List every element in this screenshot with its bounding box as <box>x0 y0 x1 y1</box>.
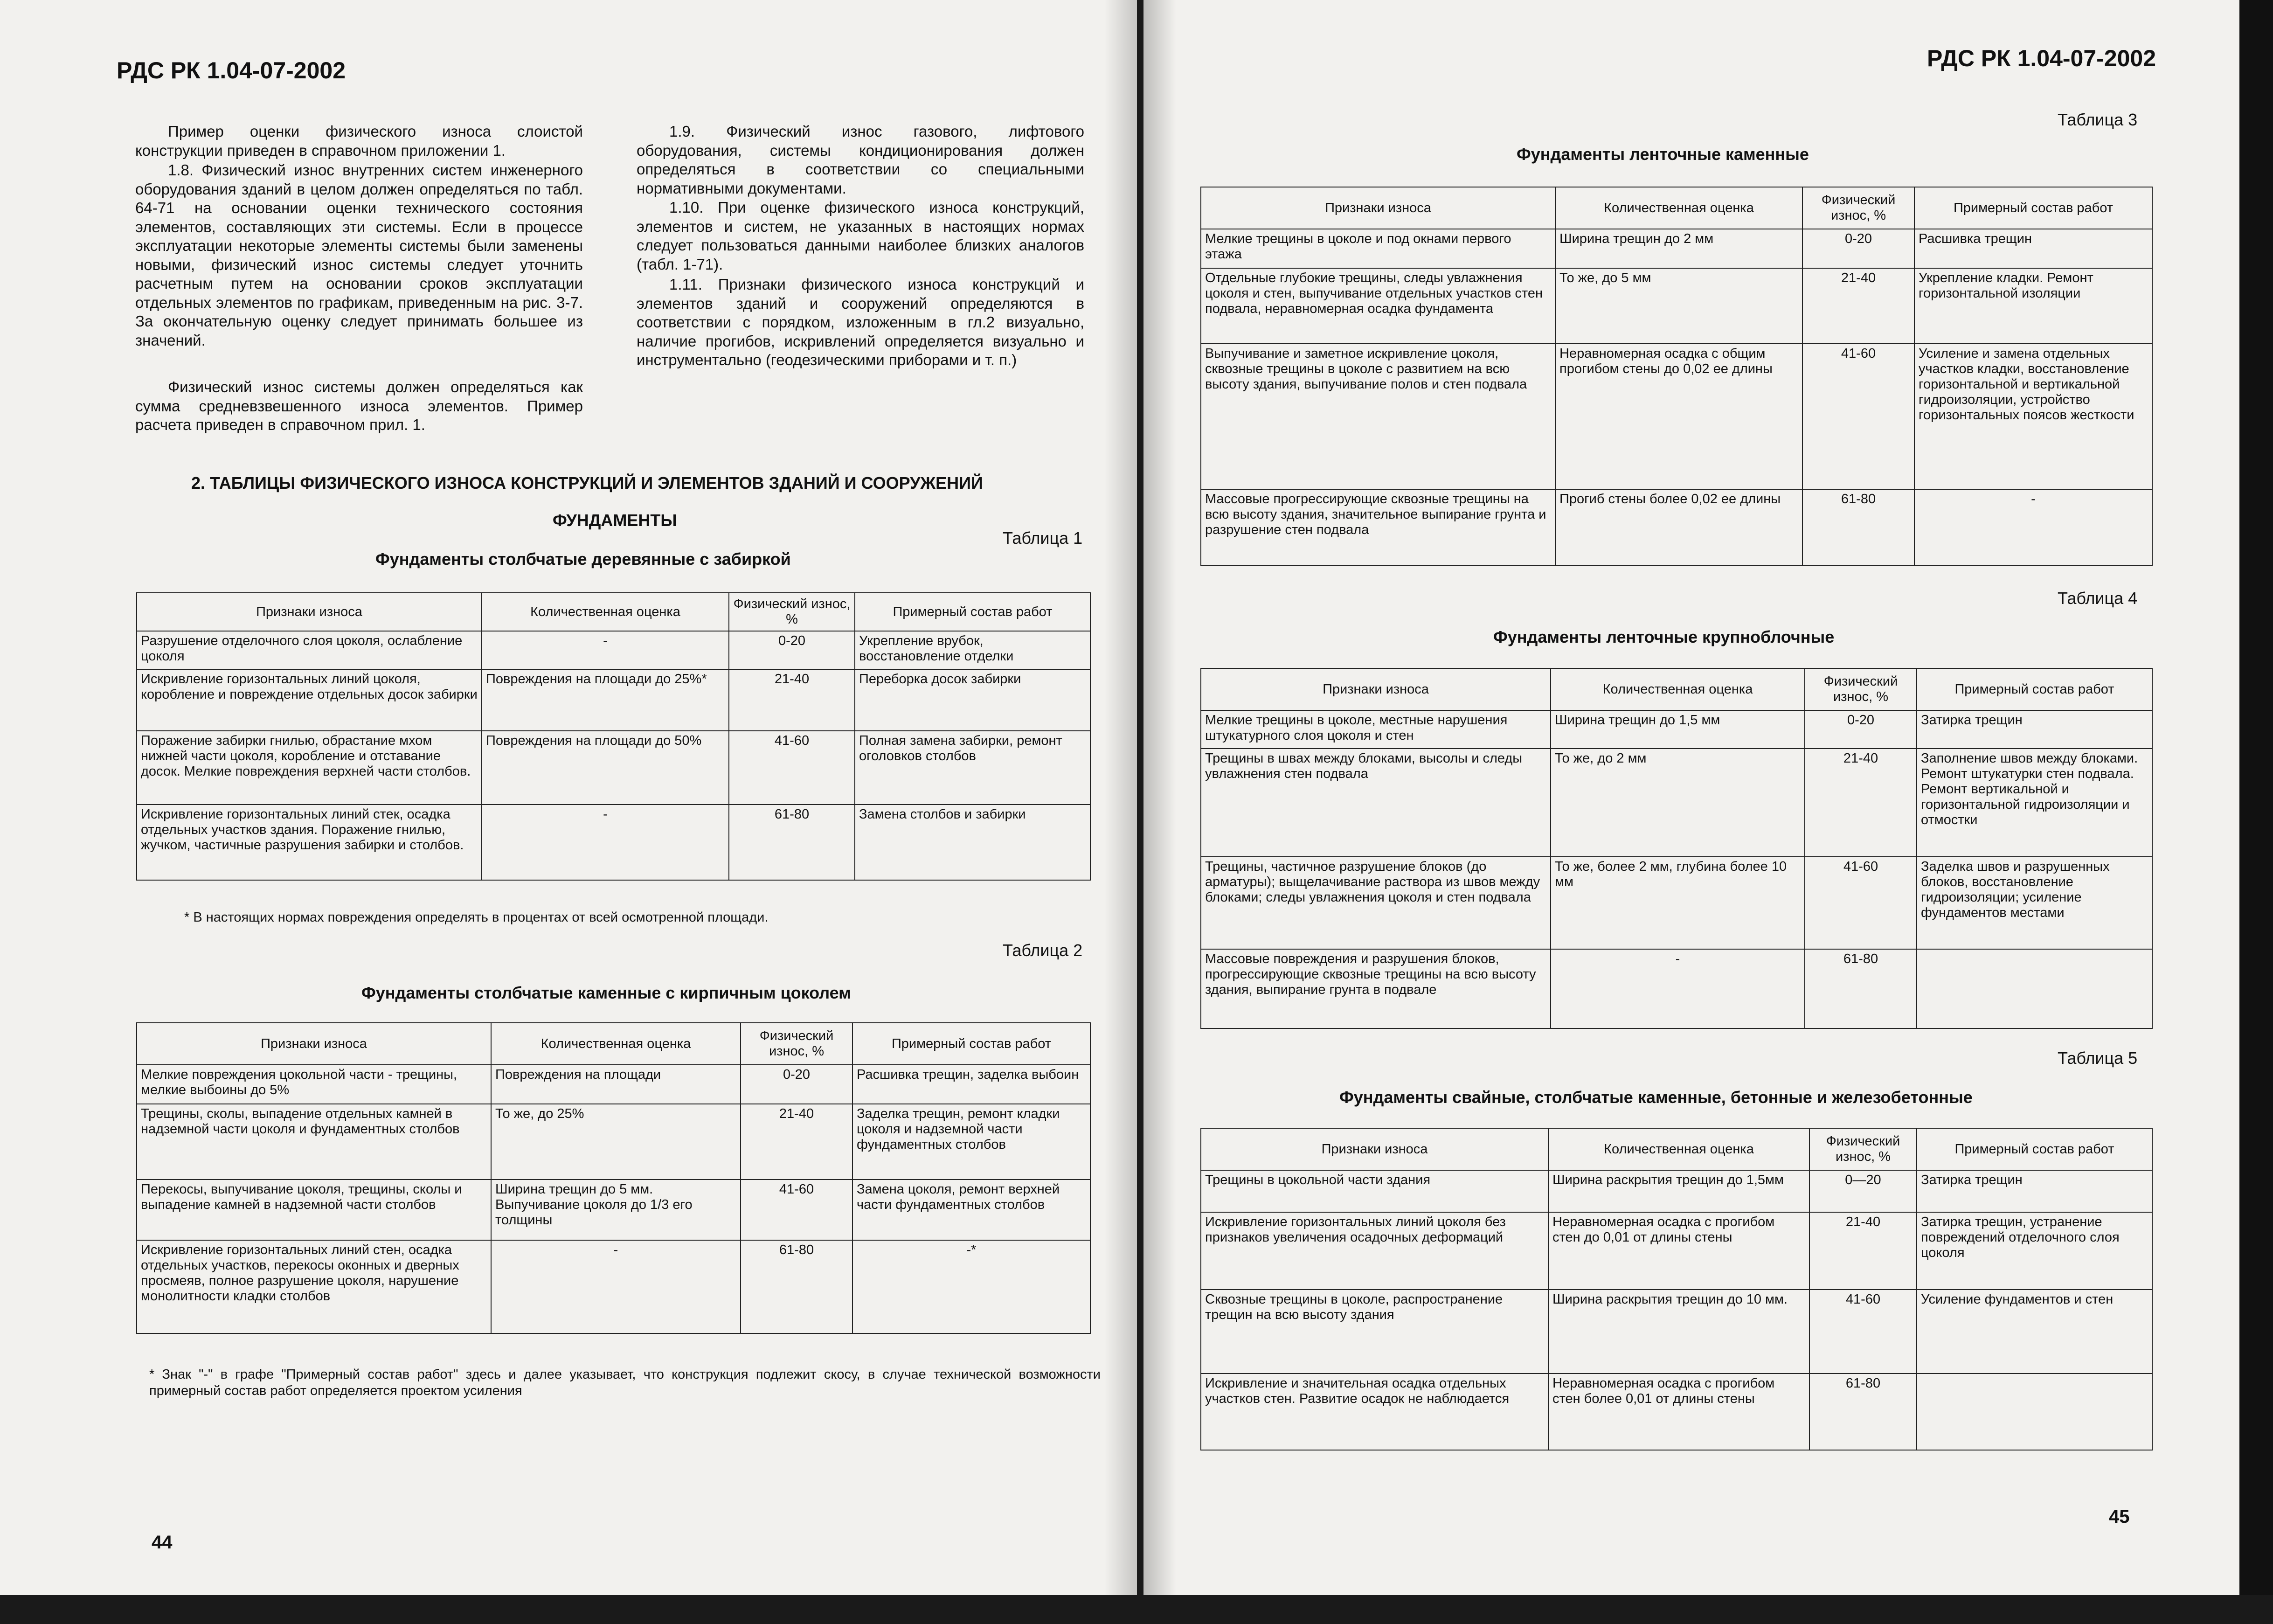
column-header: Примерный состав работ <box>1917 668 2152 710</box>
table-cell: 61-80 <box>741 1240 852 1333</box>
column-header: Примерный состав работ <box>1914 187 2152 229</box>
column-header: Количественная оценка <box>482 593 729 631</box>
table-cell: Неравномерная осадка с общим прогибом стены до 0,02 ее длины <box>1555 344 1802 489</box>
table-cell: 21-40 <box>1809 1212 1917 1290</box>
table-cell: Сквозные трещины в цоколе, распространение трещин на всю высоту здания <box>1201 1290 1548 1374</box>
subheading: ФУНДАМЕНТЫ <box>553 511 677 530</box>
table-cell: Трещины в цокольной части здания <box>1201 1170 1548 1212</box>
table-cell: Ширина раскрытия трещин до 10 мм. <box>1548 1290 1809 1374</box>
table-row <box>137 1065 1090 1104</box>
table-cell: Затирка трещин <box>1917 710 2152 749</box>
table-row <box>1201 1374 2152 1450</box>
table-cell: 21-40 <box>729 669 855 731</box>
column-header: Признаки износа <box>137 1023 491 1065</box>
table-row <box>1201 949 2152 1028</box>
table-cell: Мелкие трещины в цоколе и под окнами первого этажа <box>1201 229 1555 268</box>
table-cell: Ширина трещин до 1,5 мм <box>1551 710 1805 749</box>
table-cell: Затирка трещин, устранение повреждений отделочного слоя цоколя <box>1917 1212 2152 1290</box>
table-cell: Ширина трещин до 2 мм <box>1555 229 1802 268</box>
paragraph: Физический износ системы должен определяться как сумма средневзвешенного износа элементов. Пример расчета приведен в справочном прил. 1. <box>135 378 583 433</box>
page-number: 45 <box>2109 1506 2130 1527</box>
table-title: Фундаменты ленточные каменные <box>1517 145 1809 164</box>
table-cell: Ширина трещин до 5 мм. Выпучивание цоколя до 1/3 его толщины <box>491 1180 741 1240</box>
running-head: РДС РК 1.04-07-2002 <box>1927 45 2156 71</box>
table-row <box>1201 1170 2152 1212</box>
column-header: Физический износ, % <box>1802 187 1914 229</box>
table-cell <box>1917 949 2152 1028</box>
table-cell: 41-60 <box>1802 344 1914 489</box>
table-cell: - <box>1551 949 1805 1028</box>
table-cell: Повреждения на площади до 50% <box>482 731 729 805</box>
table-cell: Переборка досок забирки <box>855 669 1090 731</box>
table-cell: - <box>482 805 729 880</box>
table-cell: Трещины, частичное разрушение блоков (до арматуры); выщелачивание раствора из швов между блоками; следы увлажнения цоколя и стен подвала <box>1201 857 1551 949</box>
column-header: Примерный состав работ <box>1917 1128 2152 1170</box>
table-cell: Укрепление кладки. Ремонт горизонтальной изоляции <box>1914 268 2152 344</box>
right-page <box>1143 0 2239 1595</box>
table-cell: 21-40 <box>741 1104 852 1180</box>
column-header: Признаки износа <box>137 593 482 631</box>
table-row <box>137 731 1090 805</box>
table-title: Фундаменты свайные, столбчатые каменные, бетонные и железобетонные <box>1339 1088 1973 1107</box>
table-row <box>1201 749 2152 857</box>
table-3 <box>1200 187 2153 566</box>
page-number: 44 <box>152 1532 173 1553</box>
scan-bottom-edge <box>0 1595 2273 1624</box>
table-cell <box>1917 1374 2152 1450</box>
table-row <box>1201 344 2152 489</box>
column-header: Количественная оценка <box>1551 668 1805 710</box>
table-cell: 41-60 <box>1805 857 1917 949</box>
table-label: Таблица 2 <box>1003 941 1083 960</box>
table-cell: Неравномерная осадка с прогибом стен до 0,01 от длины стены <box>1548 1212 1809 1290</box>
spine-shadow <box>1143 0 1176 1595</box>
table-title: Фундаменты ленточные крупноблочные <box>1493 627 1835 646</box>
table-cell: 61-80 <box>729 805 855 880</box>
table-cell: Заделка трещин, ремонт кладки цоколя и надземной части фундаментных столбов <box>852 1104 1090 1180</box>
table-row <box>1201 489 2152 566</box>
table-cell: - <box>482 631 729 669</box>
table-cell: Массовые повреждения и разрушения блоков, прогрессирующие сквозные трещины на всю высоту здания, выпирание грунта в подвале <box>1201 949 1551 1028</box>
table-cell: Искривление горизонтальных линий стек, осадка отдельных участков здания. Поражение гнилью, жучком, частичные разрушения забирки и столбов. <box>137 805 482 880</box>
column-header: Примерный состав работ <box>852 1023 1090 1065</box>
table-cell: Разрушение отделочного слоя цоколя, ослабление цоколя <box>137 631 482 669</box>
table-cell: -* <box>852 1240 1090 1333</box>
table-cell: 0-20 <box>729 631 855 669</box>
table-cell: Усиление фундаментов и стен <box>1917 1290 2152 1374</box>
table-cell: Трещины, сколы, выпадение отдельных камней в надземной части цоколя и фундаментных столбов <box>137 1104 491 1180</box>
table-cell: То же, до 2 мм <box>1551 749 1805 857</box>
table-cell: Заполнение швов между блоками. Ремонт штукатурки стен подвала. Ремонт вертикальной и горизонтальной гидроизоляции и отмостки <box>1917 749 2152 857</box>
table-label: Таблица 5 <box>2058 1048 2138 1068</box>
table-5 <box>1200 1128 2153 1450</box>
table-4 <box>1200 668 2153 1029</box>
table-label: Таблица 4 <box>2058 589 2138 608</box>
footnote: * Знак "-" в графе "Примерный состав работ" здесь и далее указывает, что конструкция подлежит скосу, в случае технической возможности примерный состав работ определяется проектом усиления <box>149 1367 1101 1398</box>
spine-shadow <box>1104 0 1137 1595</box>
table-cell: То же, до 5 мм <box>1555 268 1802 344</box>
table-row <box>137 1240 1090 1333</box>
table-cell: Искривление горизонтальных линий цоколя без признаков увеличения осадочных деформаций <box>1201 1212 1548 1290</box>
column-header: Физический износ, % <box>1805 668 1917 710</box>
table-1 <box>136 592 1091 881</box>
table-cell: Расшивка трещин <box>1914 229 2152 268</box>
table-row <box>137 1104 1090 1180</box>
column-header: Количественная оценка <box>491 1023 741 1065</box>
column-header: Признаки износа <box>1201 668 1551 710</box>
table-cell: Искривление горизонтальных линий стен, осадка отдельных участков, перекосы оконных и дверных просмеяв, полное разрушение цоколя, нарушение монолитности кладки столбов <box>137 1240 491 1333</box>
table-cell: Отдельные глубокие трещины, следы увлажнения цоколя и стен, выпучивание отдельных участков стен подвала, неравномерная осадка фундамента <box>1201 268 1555 344</box>
paragraph: 1.10. При оценке физического износа конструкций, элементов и систем, не указанных в настоящих нормах следует пользоваться данными наиболее близких аналогов (табл. 1-71). <box>637 199 1084 273</box>
table-title: Фундаменты столбчатые деревянные с забиркой <box>375 549 791 569</box>
column-header: Количественная оценка <box>1548 1128 1809 1170</box>
table-cell: 61-80 <box>1802 489 1914 566</box>
table-row <box>1201 710 2152 749</box>
table-cell: Массовые прогрессирующие сквозные трещины на всю высоту здания, значительное выпирание грунта и разрушение стен подвала <box>1201 489 1555 566</box>
table-label: Таблица 3 <box>2058 110 2138 129</box>
table-cell: Неравномерная осадка с прогибом стен более 0,01 от длины стены <box>1548 1374 1809 1450</box>
column-header: Физический износ, % <box>741 1023 852 1065</box>
table-title: Фундаменты столбчатые каменные с кирпичным цоколем <box>361 983 851 1002</box>
table-cell: 21-40 <box>1802 268 1914 344</box>
paragraph: 1.8. Физический износ внутренних систем инженерного оборудования зданий в целом должен определяться по табл. 64-71 на основании оценки технического состояния элементов, составляющих эти системы. Если в процессе эксплуатации некоторые элементы системы были заменены новыми, физический износ системы следует уточнить расчетным путем на основании сроков эксплуатации отдельных элементов по графикам, приведенным на рис. 3-7. За окончательную оценку следует принимать большее из значений. <box>135 161 583 349</box>
scan-edge <box>2239 0 2273 1624</box>
table-cell: - <box>1914 489 2152 566</box>
column-header: Физический износ, % <box>1809 1128 1917 1170</box>
table-cell: - <box>491 1240 741 1333</box>
table-cell: Искривление горизонтальных линий цоколя, коробление и повреждение отдельных досок забирки <box>137 669 482 731</box>
table-row <box>137 631 1090 669</box>
table-cell: То же, более 2 мм, глубина более 10 мм <box>1551 857 1805 949</box>
table-cell: Замена столбов и забирки <box>855 805 1090 880</box>
table-cell: 61-80 <box>1809 1374 1917 1450</box>
table-label: Таблица 1 <box>1003 528 1083 548</box>
table-cell: Поражение забирки гнилью, обрастание мхом нижней части цоколя, коробление и отставание досок. Мелкие повреждения верхней части столбов. <box>137 731 482 805</box>
column-header: Признаки износа <box>1201 187 1555 229</box>
paragraph: 1.9. Физический износ газового, лифтового оборудования, системы кондиционирования должен определяться в соответствии со специальными нормативными документами. <box>637 123 1084 197</box>
table-cell: 41-60 <box>741 1180 852 1240</box>
table-cell: Заделка швов и разрушенных блоков, восстановление гидроизоляции; усиление фундаментов местами <box>1917 857 2152 949</box>
table-row <box>137 1180 1090 1240</box>
table-cell: Перекосы, выпучивание цоколя, трещины, сколы и выпадение камней в надземной части столбов <box>137 1180 491 1240</box>
table-cell: 41-60 <box>729 731 855 805</box>
table-cell: Укрепление врубок, восстановление отделки <box>855 631 1090 669</box>
table-cell: Полная замена забирки, ремонт оголовков столбов <box>855 731 1090 805</box>
table-cell: Усиление и замена отдельных участков кладки, восстановление горизонтальной и вертикальной гидроизоляции, устройство горизонтальных поясов жесткости <box>1914 344 2152 489</box>
column-header: Примерный состав работ <box>855 593 1090 631</box>
table-row <box>1201 1290 2152 1374</box>
table-cell: Мелкие повреждения цокольной части - трещины, мелкие выбоины до 5% <box>137 1065 491 1104</box>
table-cell: 41-60 <box>1809 1290 1917 1374</box>
table-cell: Выпучивание и заметное искривление цоколя, сквозные трещины в цоколе с развитием на всю высоту здания, выпучивание полов и стен подвала <box>1201 344 1555 489</box>
table-cell: 61-80 <box>1805 949 1917 1028</box>
table-row <box>137 805 1090 880</box>
paragraph: 1.11. Признаки физического износа конструкций и элементов зданий и сооружений определяются в соответствии с порядком, изложенным в гл.2 визуально, наличие прогибов, искривлений определяется визуально и инструментально (геодезическими приборами и т. п.) <box>637 276 1084 368</box>
table-cell: 0-20 <box>1805 710 1917 749</box>
column-header: Количественная оценка <box>1555 187 1802 229</box>
left-page <box>0 0 1137 1595</box>
table-2 <box>136 1022 1091 1334</box>
table-cell: Ширина раскрытия трещин до 1,5мм <box>1548 1170 1809 1212</box>
footnote: * В настоящих нормах повреждения определять в процентах от всей осмотренной площади. <box>184 910 769 925</box>
table-cell: Повреждения на площади <box>491 1065 741 1104</box>
table-cell: Мелкие трещины в цоколе, местные нарушения штукатурного слоя цоколя и стен <box>1201 710 1551 749</box>
table-cell: Повреждения на площади до 25%* <box>482 669 729 731</box>
table-row <box>1201 268 2152 344</box>
table-cell: Прогиб стены более 0,02 ее длины <box>1555 489 1802 566</box>
table-cell: Трещины в швах между блоками, высолы и следы увлажнения стен подвала <box>1201 749 1551 857</box>
table-cell: 0—20 <box>1809 1170 1917 1212</box>
section-heading: 2. ТАБЛИЦЫ ФИЗИЧЕСКОГО ИЗНОСА КОНСТРУКЦИЙ И ЭЛЕМЕНТОВ ЗДАНИЙ И СООРУЖЕНИЙ <box>191 473 983 493</box>
table-row <box>1201 1212 2152 1290</box>
column-header: Физический износ, % <box>729 593 855 631</box>
table-cell: Расшивка трещин, заделка выбоин <box>852 1065 1090 1104</box>
paragraph: Пример оценки физического износа слоистой конструкции приведен в справочном приложении 1. <box>135 123 583 159</box>
table-cell: 0-20 <box>1802 229 1914 268</box>
table-cell: 21-40 <box>1805 749 1917 857</box>
table-row <box>1201 857 2152 949</box>
running-head: РДС РК 1.04-07-2002 <box>117 57 346 83</box>
table-cell: То же, до 25% <box>491 1104 741 1180</box>
table-cell: Искривление и значительная осадка отдельных участков стен. Развитие осадок не наблюдается <box>1201 1374 1548 1450</box>
table-cell: 0-20 <box>741 1065 852 1104</box>
table-row <box>137 669 1090 731</box>
column-header: Признаки износа <box>1201 1128 1548 1170</box>
table-cell: Замена цоколя, ремонт верхней части фундаментных столбов <box>852 1180 1090 1240</box>
table-cell: Затирка трещин <box>1917 1170 2152 1212</box>
table-row <box>1201 229 2152 268</box>
